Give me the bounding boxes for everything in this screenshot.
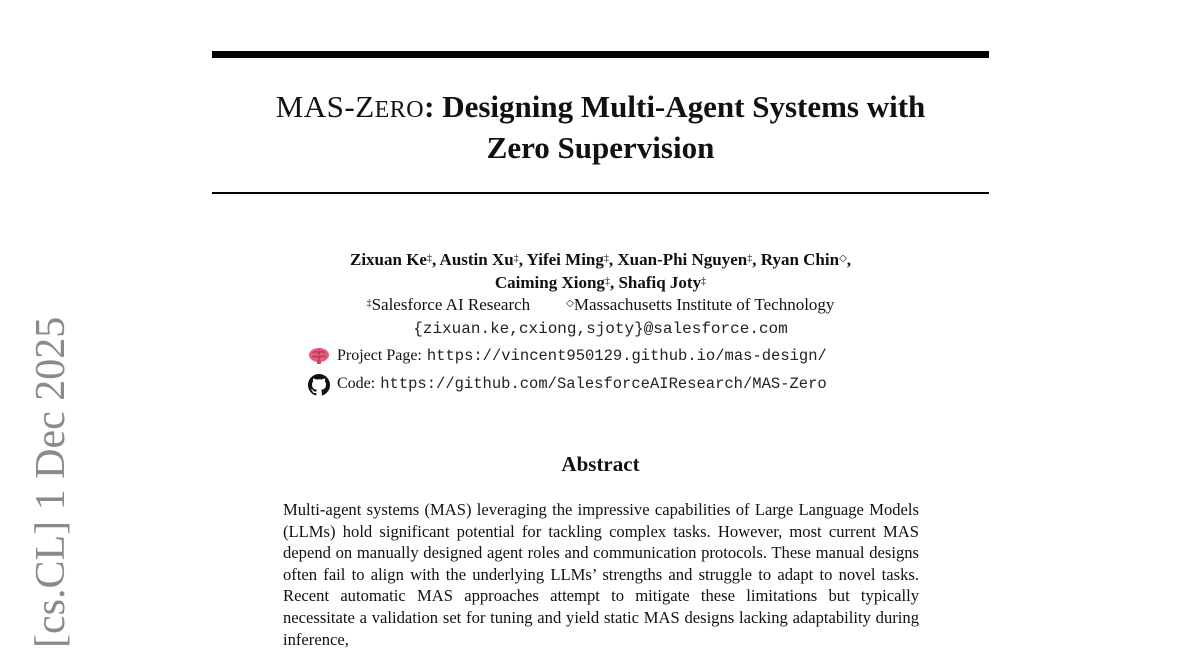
abstract-heading: Abstract [561, 452, 640, 476]
github-icon [308, 374, 330, 394]
author: Caiming Xiong‡, [494, 273, 619, 292]
abstract-text: Multi-agent systems (MAS) leveraging the impressive capabilities of Large Language Models (LLMs) hold significant potential for tackling complex tasks. However, most current MAS depend on manually designed agent roles and communication protocols. These manual designs often fail to align with the underlying LLMs’ strengths and struggle to adapt to novel tasks. Recent automatic MAS approaches attempt to mitigate these limitations but typically necessitate a validation set for tuning and yield static MAS designs lacking adaptability during inference, [283, 500, 919, 648]
author-email: {zixuan.ke,cxiong,sjoty}@salesforce.com [413, 320, 788, 338]
title-system-name: MAS-ZERO [275, 89, 425, 124]
arxiv-sidebar-stamp: [cs.CL] 1 Dec 2025 [28, 316, 74, 648]
paper-title [212, 88, 989, 167]
code-row [308, 373, 827, 395]
project-page-row [308, 345, 827, 367]
title-line-1: : Designing Multi-Agent Systems with [424, 89, 926, 124]
title-line-2: Zero Supervision [486, 130, 715, 165]
author: Shafiq Joty‡ [618, 273, 707, 292]
affiliations [212, 294, 989, 316]
author-list [212, 248, 989, 294]
code-label: Code: [337, 375, 376, 392]
author: Zixuan Ke‡, [349, 250, 440, 269]
affiliation: ‡Salesforce AI Research [366, 295, 531, 314]
title-top-rule [212, 51, 989, 58]
project-page-link[interactable]: https://vincent950129.github.io/mas-design/ [426, 347, 827, 365]
title-bottom-rule [212, 192, 989, 194]
author: Austin Xu‡, [439, 250, 527, 269]
author: Yifei Ming‡, [526, 250, 618, 269]
project-page-label: Project Page: [337, 347, 422, 364]
code-link[interactable]: https://github.com/SalesforceAIResearch/MAS-Zero [380, 375, 827, 393]
affiliation: ◇Massachusetts Institute of Technology [566, 295, 835, 314]
author: Ryan Chin◇, [760, 250, 852, 269]
author: Xuan-Phi Nguyen‡, [617, 250, 761, 269]
brain-icon [308, 346, 330, 366]
